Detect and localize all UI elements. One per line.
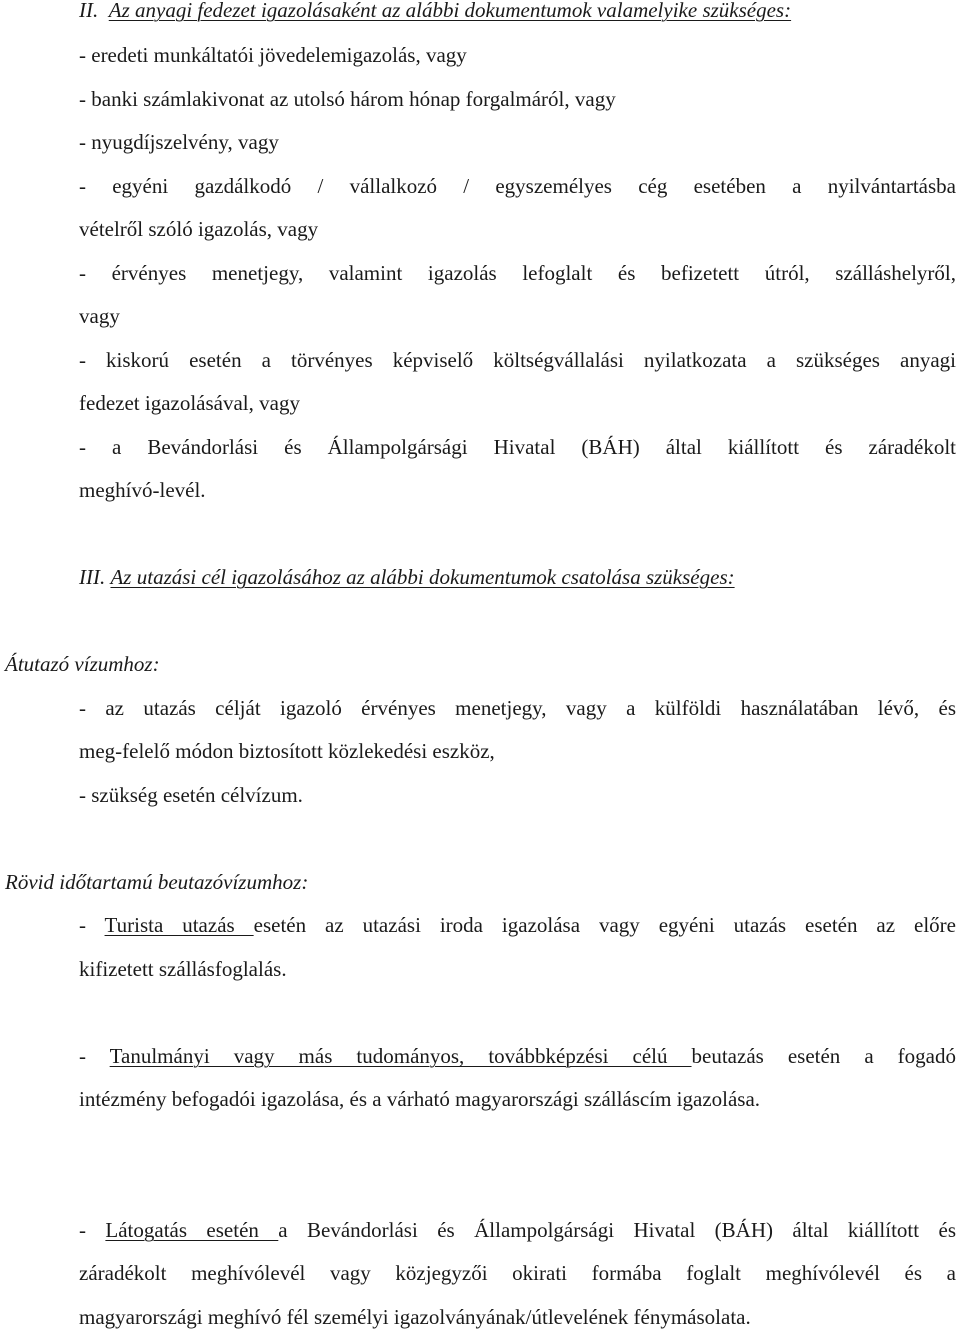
list-item: - a Bevándorlási és Állampolgársági Hivatal (BÁH) által kiállított és záradékolt: [79, 435, 956, 459]
visit-item: - Látogatás esetén a Bevándorlási és Állampolgársági Hivatal (BÁH) által kiállított és: [79, 1218, 956, 1242]
list-item: - nyugdíjszelvény, vagy: [79, 130, 279, 154]
list-item: - eredeti munkáltatói jövedelemigazolás, vagy: [79, 43, 467, 67]
list-item-continuation: vagy: [79, 304, 120, 328]
list-item: - az utazás célját igazoló érvényes menetjegy, vagy a külföldi használatában lévő, és: [79, 696, 956, 720]
transit-visa-heading: Átutazó vízumhoz:: [5, 652, 160, 676]
list-item-continuation: kifizetett szállásfoglalás.: [79, 957, 287, 981]
section-2-heading: [79, 0, 791, 21]
study-item: - Tanulmányi vagy más tudományos, továbbképzési célú beutazás esetén a fogadó: [79, 1044, 956, 1068]
list-item: - egyéni gazdálkodó / vállalkozó / egyszemélyes cég esetében a nyilvántartásba: [79, 174, 956, 198]
section-2-title: Az anyagi fedezet igazolásaként az alábbi dokumentumok valamelyike szükséges:: [108, 0, 792, 22]
visit-label: Látogatás esetén: [105, 1218, 279, 1242]
list-item: - banki számlakivonat az utolsó három hónap forgalmáról, vagy: [79, 87, 616, 111]
list-item: - kiskorú esetén a törvényes képviselő költségvállalási nyilatkozata a szükséges anyagi: [79, 348, 956, 372]
short-stay-visa-heading: Rövid időtartamú beutazóvízumhoz:: [5, 870, 309, 894]
tourist-label: Turista utazás: [104, 913, 254, 937]
tourist-item: - Turista utazás esetén az utazási iroda igazolása vagy egyéni utazás esetén az előre: [79, 913, 956, 937]
section-3-number: III.: [79, 565, 106, 589]
list-item-continuation: meghívó-levél.: [79, 478, 206, 502]
list-item-continuation: vételről szóló igazolás, vagy: [79, 217, 319, 241]
list-item-continuation: meg-felelő módon biztosított közlekedési eszköz,: [79, 739, 495, 763]
list-item-continuation: magyarországi meghívó fél személyi igazolványának/útlevelének fénymásolata.: [79, 1305, 751, 1329]
section-3-heading: [79, 567, 735, 588]
list-item: - szükség esetén célvízum.: [79, 783, 303, 807]
list-item-continuation: záradékolt meghívólevél vagy közjegyzői okirati formába foglalt meghívólevél és a: [79, 1261, 956, 1285]
study-label: Tanulmányi vagy más tudományos, továbbképzési célú: [109, 1044, 692, 1068]
section-3-title: Az utazási cél igazolásához az alábbi dokumentumok csatolása szükséges:: [110, 565, 735, 589]
list-item-continuation: intézmény befogadói igazolása, és a várható magyarországi szálláscím igazolása.: [79, 1087, 761, 1111]
list-item: - érvényes menetjegy, valamint igazolás lefoglalt és befizetett útról, szálláshelyről,: [79, 261, 956, 285]
list-item-continuation: fedezet igazolásával, vagy: [79, 391, 300, 415]
section-2-number: II.: [79, 0, 99, 22]
